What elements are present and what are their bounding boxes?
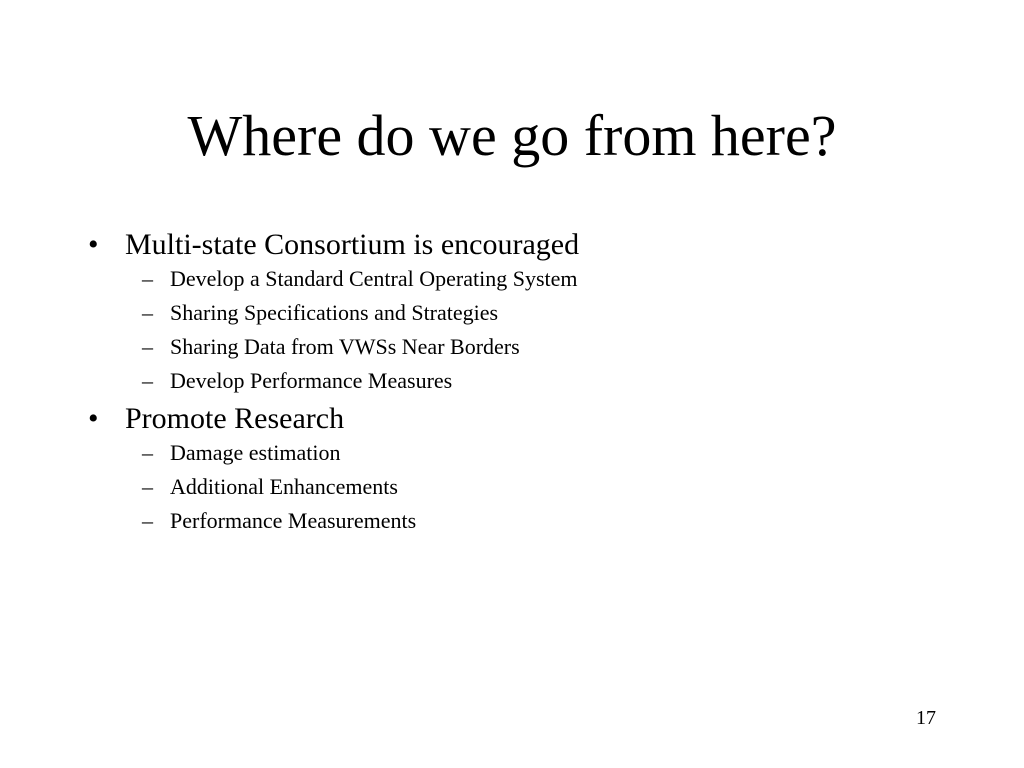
sub-bullet-text: Additional Enhancements <box>170 474 398 499</box>
sub-bullet-text: Performance Measurements <box>170 508 417 533</box>
sub-bullet-item <box>88 300 968 326</box>
sub-bullet-item <box>88 440 968 466</box>
slide-title: Where do we go from here? <box>187 103 837 168</box>
bullet-icon: • <box>88 402 99 435</box>
sub-bullet-text: Develop a Standard Central Operating System <box>170 266 578 291</box>
sub-bullet-item <box>88 368 968 394</box>
sub-bullet-item <box>88 474 968 500</box>
sub-bullet-list <box>88 440 968 534</box>
sub-bullet-text: Develop Performance Measures <box>170 368 453 393</box>
dash-icon: – <box>142 440 153 465</box>
dash-icon: – <box>142 300 153 325</box>
sub-bullet-item <box>88 266 968 292</box>
dash-icon: – <box>142 474 153 499</box>
bullet-item <box>88 228 968 262</box>
sub-bullet-text: Sharing Data from VWSs Near Borders <box>170 334 520 359</box>
dash-icon: – <box>142 334 153 359</box>
sub-bullet-item <box>88 334 968 360</box>
sub-bullet-text: Sharing Specifications and Strategies <box>170 300 499 325</box>
slide-body <box>88 228 968 542</box>
bullet-item <box>88 402 968 436</box>
sub-bullet-list <box>88 266 968 394</box>
sub-bullet-item <box>88 508 968 534</box>
page-number: 17 <box>916 707 936 729</box>
sub-bullet-text: Damage estimation <box>170 440 341 465</box>
dash-icon: – <box>142 508 153 533</box>
bullet-text: Promote Research <box>125 402 345 435</box>
bullet-text: Multi-state Consortium is encouraged <box>125 228 580 261</box>
bullet-icon: • <box>88 228 99 261</box>
dash-icon: – <box>142 266 153 291</box>
dash-icon: – <box>142 368 153 393</box>
